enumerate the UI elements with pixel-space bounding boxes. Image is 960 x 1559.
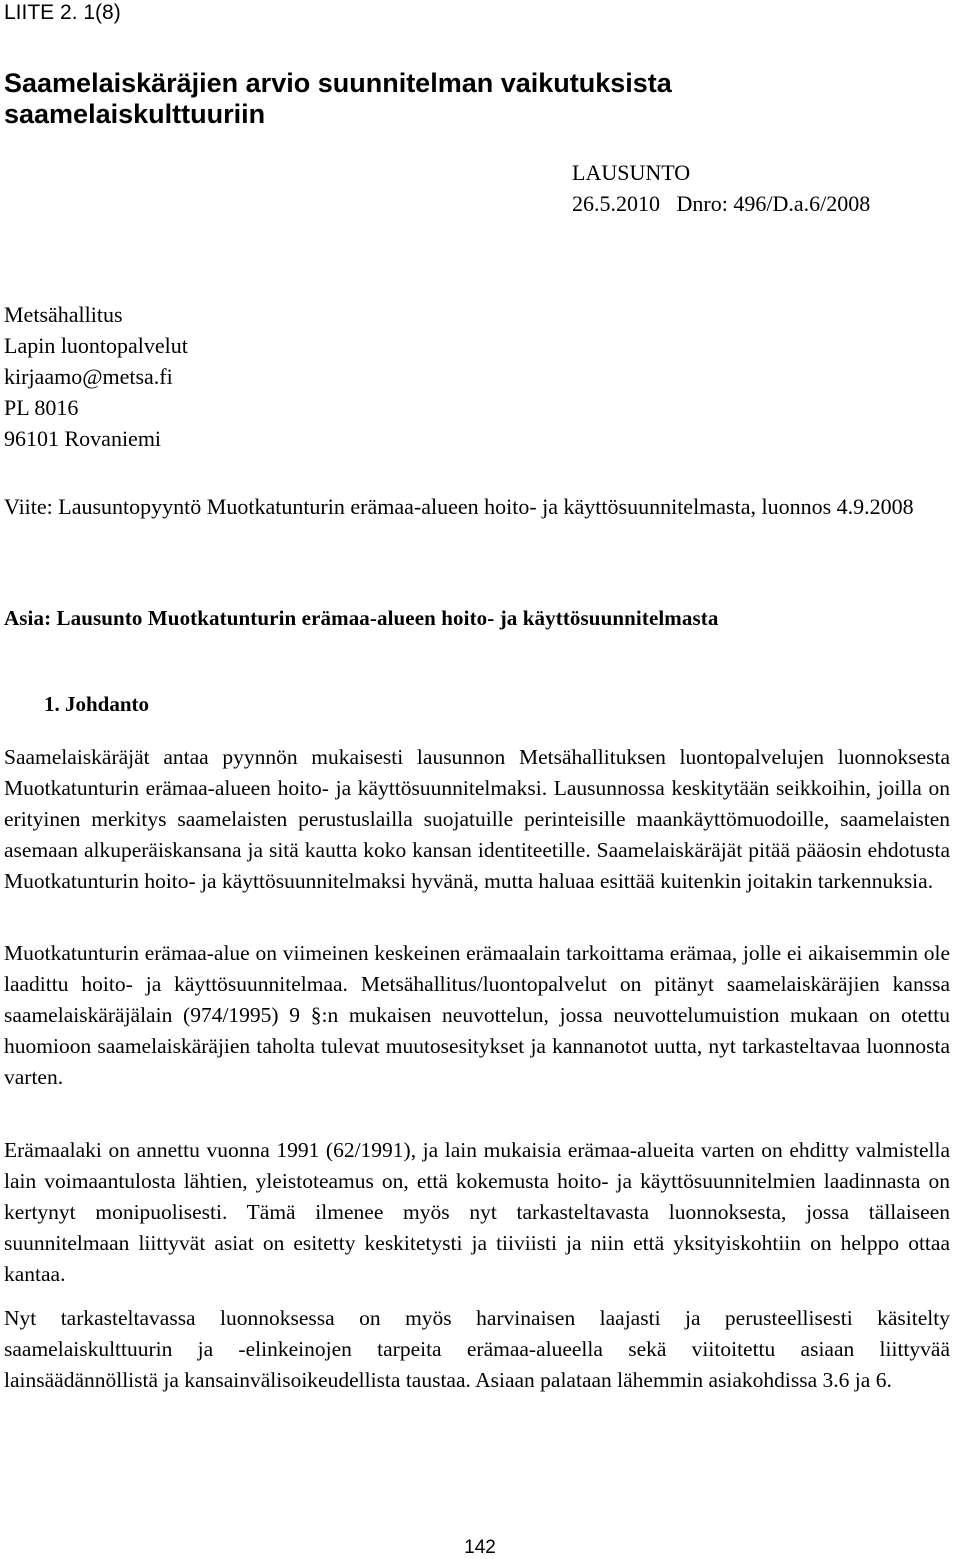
statement-type: LAUSUNTO <box>572 160 691 185</box>
statement-date-ref: 26.5.2010 Dnro: 496/D.a.6/2008 <box>572 191 871 216</box>
body-paragraph: Muotkatunturin erämaa-alue on viimeinen keskeinen erämaalain tarkoittama erämaa, jolle ei aikaisemmin ole laadittu hoito- ja käyttösuunnitelmaa. Metsähallitus/luontopalvelut on pitänyt saamelaiskäräjien kanssa saamelaiskäräjälain (974/1995) 9 §:n mukaisen neuvottelun, jossa neuvottelumuistion mukaan on otettu huomioon saamelaiskäräjien taholta tulevat muutosesitykset ja kannanotot uutta, nyt tarkasteltavaa luonnosta varten. <box>4 941 950 1089</box>
recipient-email: kirjaamo@metsa.fi <box>4 364 173 389</box>
section-heading: 1. Johdanto <box>44 692 150 716</box>
recipient-po-box: PL 8016 <box>4 395 79 420</box>
document-title: Saamelaiskäräjien arvio suunnitelman vaikutuksista saamelaiskulttuuriin <box>4 68 672 129</box>
reference-line: Viite: Lausuntopyyntö Muotkatunturin erämaa-alueen hoito- ja käyttösuunnitelmasta, luonnos 4.9.2008 <box>4 494 914 519</box>
recipient-address <box>4 299 188 454</box>
appendix-label: LIITE 2. 1(8) <box>4 1 121 24</box>
recipient-unit: Lapin luontopalvelut <box>4 333 188 358</box>
body-paragraph: Erämaalaki on annettu vuonna 1991 (62/1991), ja lain mukaisia erämaa-alueita varten on ehditty valmistella lain voimaantulosta lähtien, yleistoteamus on, että kokemusta hoito- ja käyttösuunnitelmien laadinnasta on kertynyt monipuolisesti. Tämä ilmenee myös nyt tarkasteltavasta luonnoksesta, jossa tällaiseen suunnitelmaan liittyvät asiat on esitetty keskitetysti ja tiiviisti ja niin että yksityiskohtiin on helppo ottaa kantaa. <box>4 1138 950 1286</box>
body-paragraph: Saamelaiskäräjät antaa pyynnön mukaisesti lausunnon Metsähallituksen luontopalvelujen luonnoksesta Muotkatunturin erämaa-alueen hoito- ja käyttösuunnitelmaksi. Lausunnossa keskitytään seikkoihin, joilla on erityinen merkitys saamelaisten perustuslailla suojatuille perinteisille maankäyttömuodoille, saamelaisten asemaan alkuperäiskansana ja sitä kautta koko kansan identiteetille. Saamelaiskäräjät pitää pääosin ehdotusta Muotkatunturin hoito- ja käyttösuunnitelmaksi hyvänä, mutta haluaa esittää kuitenkin joitakin tarkennuksia. <box>4 745 950 893</box>
subject-line: Asia: Lausunto Muotkatunturin erämaa-alueen hoito- ja käyttösuunnitelmasta <box>4 606 719 630</box>
recipient-org: Metsähallitus <box>4 302 123 327</box>
page-number: 142 <box>464 1537 496 1558</box>
body-paragraph: Nyt tarkasteltavassa luonnoksessa on myös harvinaisen laajasti ja perusteellisesti käsitelty saamelaiskulttuurin ja -elinkeinojen tarpeita erämaa-alueella sekä viitoitettu asiaan liittyvää lainsäädännöllistä ja kansainvälisoikeudellista taustaa. Asiaan palataan lähemmin asiakohdissa 3.6 ja 6. <box>4 1306 950 1392</box>
recipient-postal: 96101 Rovaniemi <box>4 426 162 451</box>
statement-block <box>572 157 870 219</box>
